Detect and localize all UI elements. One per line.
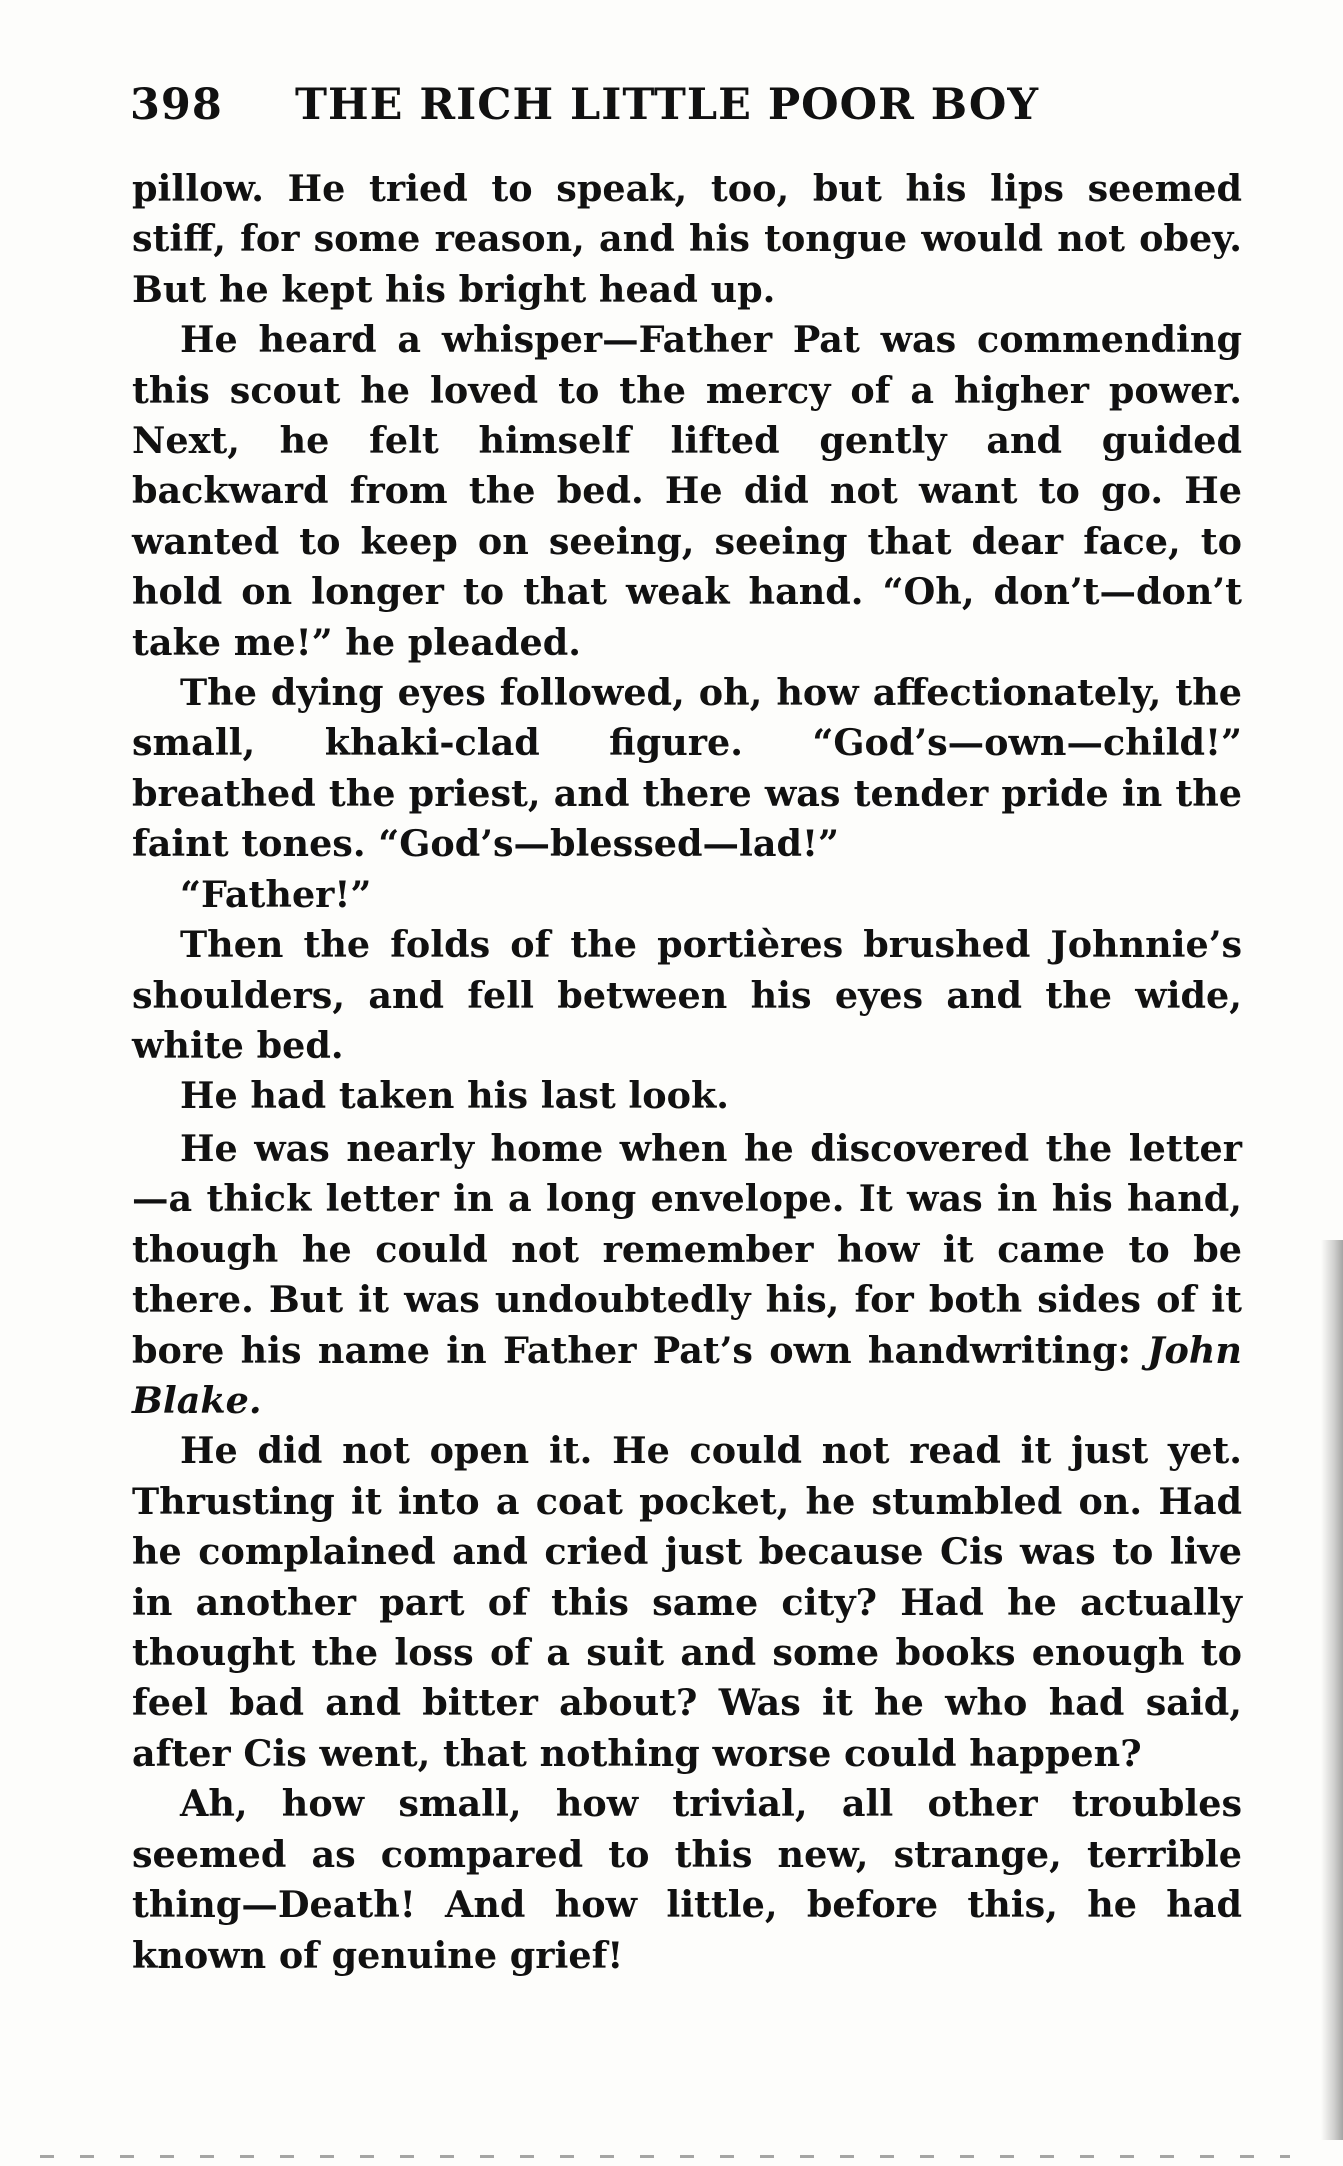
name-john-blake: John Blake. (132, 1328, 1242, 1423)
paragraph-dying-eyes: The dying eyes followed, oh, how affectionately, the small, khaki-clad figure. “God’s—own—child!” breathed the priest, and there was tender pride in the faint tones. “God’s—blessed—lad!” (132, 671, 1242, 866)
page-edge-shadow (1321, 1240, 1343, 2140)
paragraph-did-not-open: He did not open it. He could not read it just yet. Thrusting it into a coat pocket, he stumbled on. Had he complained and cried just because Cis was to live in another part of this same city? Had he actually thought the loss of a suit and some books enough to feel bad and bitter about? Was it he who had said, after Cis went, that nothing worse could happen? (132, 1429, 1242, 1775)
text-section-1 (132, 164, 1242, 1122)
text-section-2 (132, 1124, 1242, 1981)
paragraph-portieres: Then the folds of the portières brushed Johnnie’s shoulders, and fell between his eyes and the wide, white bed. (132, 923, 1242, 1067)
paragraph-continued: pillow. He tried to speak, too, but his lips seemed stiff, for some reason, and his tongue would not obey. But he kept his bright head up. (132, 167, 1242, 311)
running-head (130, 80, 1240, 136)
running-title: THE RICH LITTLE POOR BOY (295, 80, 1040, 130)
paragraph-father: “Father!” (180, 872, 372, 916)
paragraph-last-look: He had taken his last look. (180, 1074, 729, 1118)
paragraph-death: Ah, how small, how trivial, all other troubles seemed as compared to this new, strange, terrible thing—Death! And how little, before this, he had known of genuine grief! (132, 1782, 1242, 1977)
paragraph-letter-text: He was nearly home when he discovered the letter—a thick letter in a long envelope. It was in his hand, though he could not remember how it came to be there. But it was undoubtedly his, for both sides of it bore his name in Father Pat’s own handwriting: (132, 1127, 1242, 1372)
paragraph-whisper: He heard a whisper—Father Pat was commending this scout he loved to the mercy of a higher power. Next, he felt himself lifted gently and guided backward from the bed. He did not want to go. He wanted to keep on seeing, seeing that dear face, to hold on longer to that weak hand. “Oh, don’t—don’t take me!” he pleaded. (132, 318, 1242, 664)
page-bottom-edge (40, 2155, 1290, 2158)
paragraph-letter (132, 1124, 1242, 1426)
page-number: 398 (130, 80, 223, 130)
